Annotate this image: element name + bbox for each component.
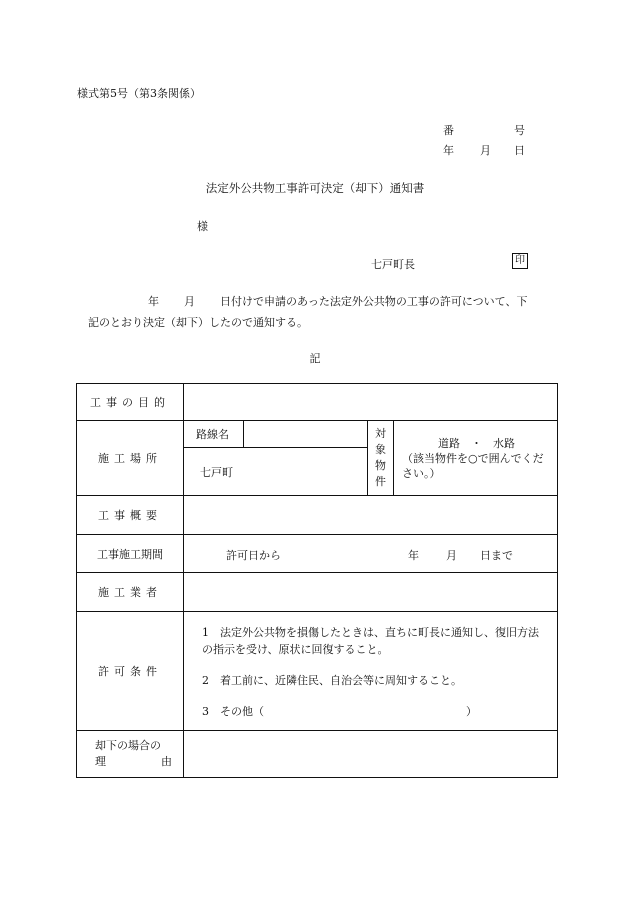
number-suffix: 号 bbox=[514, 124, 525, 137]
overview-label: 工事概要 bbox=[77, 496, 184, 535]
site-label: 施工場所 bbox=[77, 421, 184, 496]
form-number: 様式第5号（第3条関係） bbox=[77, 87, 201, 100]
addressee-suffix: 様 bbox=[197, 220, 208, 233]
conditions-label: 許可条件 bbox=[77, 612, 184, 731]
condition-2: 2 着工前に、近隣住民、自治会等に周知すること。 bbox=[202, 674, 462, 687]
condition-3-close: ） bbox=[466, 705, 477, 718]
route-name-label: 路線名 bbox=[184, 421, 244, 448]
route-name-value[interactable] bbox=[244, 421, 368, 448]
purpose-label: 工事の目的 bbox=[77, 384, 184, 421]
period-month: 月 bbox=[446, 549, 457, 562]
period-from: 許可日から bbox=[226, 549, 281, 562]
condition-1: 1 法定外公共物を損傷したときは、直ちに町長に通知し、復旧方法の指示を受け、原状に回復すること。 bbox=[202, 626, 539, 656]
purpose-value[interactable] bbox=[184, 384, 558, 421]
reason-label: 却下の場合の 理 由 bbox=[77, 731, 184, 778]
place-value[interactable]: 七戸町 bbox=[184, 448, 368, 496]
body-line-1 bbox=[90, 293, 560, 307]
overview-value[interactable] bbox=[184, 496, 558, 535]
sender-name: 七戸町長 bbox=[371, 258, 415, 271]
document-title: 法定外公共物工事許可決定（却下）通知書 bbox=[205, 181, 425, 195]
period-until: 日まで bbox=[480, 549, 513, 562]
target-value[interactable] bbox=[394, 421, 558, 496]
period-label: 工事施工期間 bbox=[77, 535, 184, 573]
target-label: 対 象 物 件 bbox=[368, 421, 394, 496]
body-line-1-text: 日付けで申請のあった法定外公共物の工事の許可について、下 bbox=[220, 295, 528, 308]
ki-heading: 記 bbox=[309, 352, 321, 365]
seal-stamp bbox=[512, 253, 528, 269]
period-year: 年 bbox=[408, 549, 419, 562]
period-value[interactable] bbox=[184, 535, 558, 573]
body-line-2: 記のとおり決定（却下）したので通知する。 bbox=[88, 316, 308, 329]
seal-char: 印 bbox=[515, 255, 525, 266]
contractor-label: 施工業者 bbox=[77, 573, 184, 612]
reason-value[interactable] bbox=[184, 731, 558, 778]
target-note: （該当物件を○で囲んでください。） bbox=[402, 452, 544, 480]
date-month-label: 月 bbox=[480, 144, 491, 157]
date-day-label: 日 bbox=[514, 144, 525, 157]
body-year: 年 bbox=[148, 295, 159, 308]
number-label: 番 bbox=[443, 124, 454, 137]
body-month: 月 bbox=[184, 295, 195, 308]
conditions-value bbox=[184, 612, 558, 731]
date-year-label: 年 bbox=[443, 144, 454, 157]
contractor-value[interactable] bbox=[184, 573, 558, 612]
condition-3: 3 その他（ ） bbox=[202, 705, 477, 718]
application-form-table bbox=[76, 383, 558, 778]
target-options: 道路 ・ 水路 bbox=[438, 437, 515, 450]
